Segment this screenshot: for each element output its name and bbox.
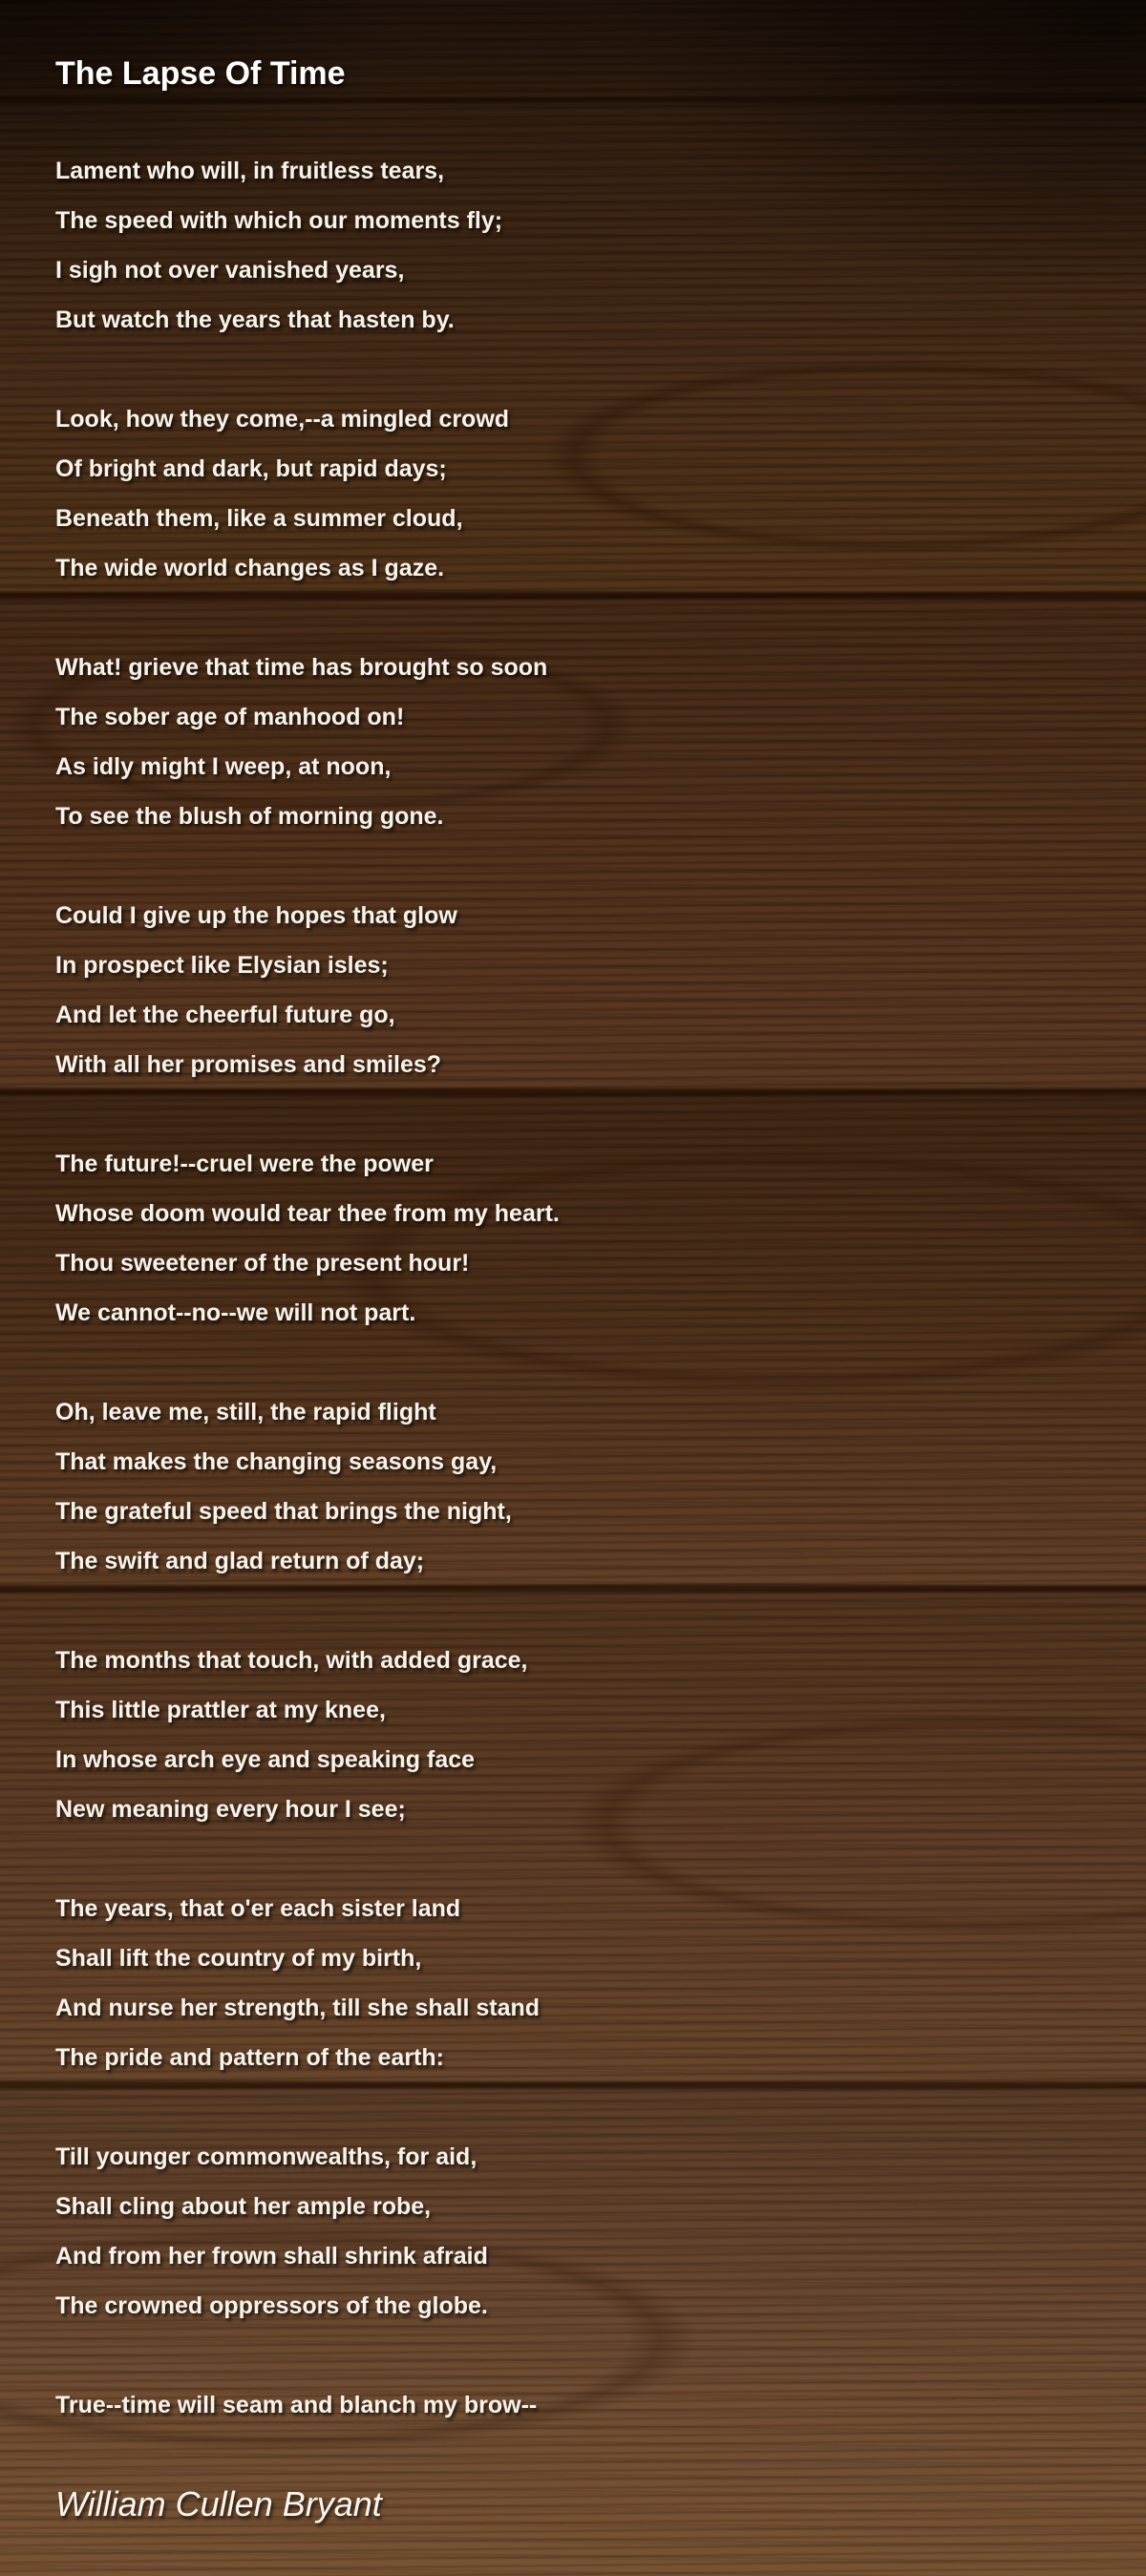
poem-line: What! grieve that time has brought so soon [55, 654, 548, 681]
poem-author: William Cullen Bryant [55, 2484, 382, 2523]
poem-line: In prospect like Elysian isles; [55, 952, 389, 979]
poem-line: The swift and glad return of day; [55, 1548, 425, 1574]
poem-line: Lament who will, in fruitless tears, [55, 158, 445, 184]
poem-line: The pride and pattern of the earth: [55, 2044, 444, 2071]
poem-line: But watch the years that hasten by. [55, 306, 455, 333]
stanza-2 [55, 394, 1087, 593]
stanza-5 [55, 1139, 1087, 1338]
poem-line: And from her frown shall shrink afraid [55, 2243, 488, 2270]
stanza-8 [55, 1884, 1087, 2082]
poem-line: The wide world changes as I gaze. [55, 555, 445, 581]
poem-line: As idly might I weep, at noon, [55, 753, 392, 780]
poem-line: We cannot--no--we will not part. [55, 1299, 416, 1326]
stanza-3 [55, 643, 1087, 841]
poem-line: Thou sweetener of the present hour! [55, 1250, 470, 1277]
poem-line: Could I give up the hopes that glow [55, 902, 457, 929]
poem-line: Whose doom would tear thee from my heart. [55, 1200, 560, 1227]
poem-line: The months that touch, with added grace, [55, 1647, 528, 1674]
poem-line: To see the blush of morning gone. [55, 803, 444, 830]
poem-line: New meaning every hour I see; [55, 1796, 406, 1823]
poem-line: This little prattler at my knee, [55, 1697, 386, 1723]
poem-line: I sigh not over vanished years, [55, 257, 405, 284]
poem-title: The Lapse Of Time [55, 55, 346, 92]
poem-line: The crowned oppressors of the globe. [55, 2292, 488, 2319]
stanza-9 [55, 2132, 1087, 2331]
poem-line: That makes the changing seasons gay, [55, 1448, 498, 1475]
poem-line: Of bright and dark, but rapid days; [55, 455, 447, 482]
poem-line: True--time will seam and blanch my brow-- [55, 2392, 538, 2418]
stanza-6 [55, 1387, 1087, 1586]
poem-line: Oh, leave me, still, the rapid flight [55, 1399, 436, 1425]
poem-line: And let the cheerful future go, [55, 1002, 395, 1028]
poem-line: Shall lift the country of my birth, [55, 1945, 422, 1972]
poem-line: Till younger commonwealths, for aid, [55, 2143, 478, 2170]
poem-line: The sober age of manhood on! [55, 704, 405, 730]
stanza-7 [55, 1636, 1087, 1834]
poem-line: Look, how they come,--a mingled crowd [55, 406, 510, 433]
poem-page [55, 0, 1087, 2529]
poem-line: Beneath them, like a summer cloud, [55, 505, 463, 532]
poem-line: And nurse her strength, till she shall stand [55, 1995, 541, 2021]
poem-line: In whose arch eye and speaking face [55, 1746, 476, 1773]
poem-line: Shall cling about her ample robe, [55, 2193, 432, 2220]
stanza-1 [55, 146, 1087, 345]
poem-line: The grateful speed that brings the night, [55, 1498, 512, 1525]
poem-line: The future!--cruel were the power [55, 1151, 434, 1177]
poem-line: The speed with which our moments fly; [55, 207, 503, 234]
poem-line: The years, that o'er each sister land [55, 1895, 461, 1922]
stanza-10 [55, 2380, 1087, 2430]
stanza-4 [55, 891, 1087, 1089]
poem-line: With all her promises and smiles? [55, 1051, 442, 1078]
